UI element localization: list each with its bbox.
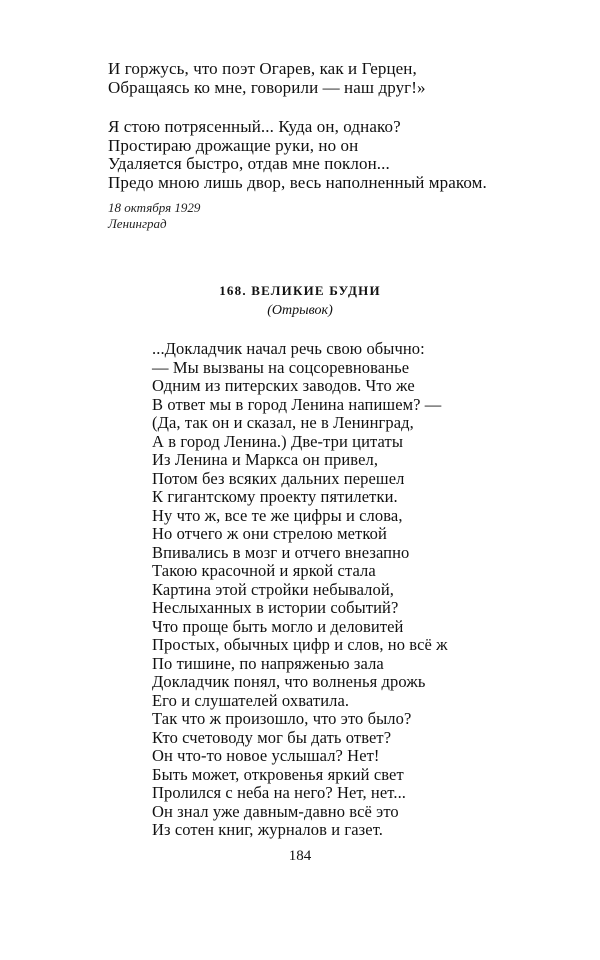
verse-line: Из сотен книг, журналов и газет. [152, 820, 384, 839]
verse-line: Предо мною лишь двор, весь наполненный мраком. [108, 172, 487, 192]
verse-line: Он что-то новое услышал? Нет! [152, 746, 380, 765]
verse-line: Обращаясь ко мне, говорили — наш друг!» [108, 77, 426, 97]
verse-line: — Мы вызваны на соцсоревнованье [152, 357, 410, 377]
prev-poem-stanza-1 [108, 60, 568, 97]
verse-line: (Да, так он и сказал, не в Ленинград, [152, 413, 414, 432]
poem-dateline [108, 200, 200, 232]
verse-line: Но отчего ж они стрелою меткой [152, 524, 387, 543]
verse-line: Картина этой стройки небывалой, [152, 579, 394, 599]
verse-line: По тишине, по напряженью зала [152, 653, 384, 673]
verse-line: Быть может, откровенья яркий свет [152, 764, 404, 784]
verse-line: И горжусь, что поэт Огарев, как и Герцен, [108, 59, 417, 78]
verse-line: Что проще быть могло и деловитей [152, 616, 404, 636]
verse-line: Его и слушателей охватила. [152, 690, 350, 710]
verse-line: Простых, обычных цифр и слов, но всё ж [152, 635, 448, 654]
verse-line: Он знал уже давным-давно всё это [152, 801, 399, 821]
verse-line: Я стою потрясенный... Куда он, однако? [108, 117, 401, 136]
verse-line: Такою красочной и яркой стала [152, 561, 376, 580]
prev-poem-stanza-2 [108, 118, 568, 192]
verse-line: Так что ж произошло, что это было? [152, 709, 412, 728]
verse-line: Потом без всяких дальних перешел [152, 468, 405, 488]
verse-line: Простираю дрожащие руки, но он [108, 135, 359, 155]
poem-body [152, 340, 572, 840]
verse-line: Впивались в мозг и отчего внезапно [152, 542, 410, 562]
verse-line: Из Ленина и Маркса он привел, [152, 450, 379, 469]
verse-line: Пролился с неба на него? Нет, нет... [152, 783, 407, 802]
verse-line: Удаляется быстро, отдав мне поклон... [108, 154, 390, 173]
poem-title: 168. ВЕЛИКИЕ БУДНИ [219, 283, 381, 298]
poem-subtitle: (Отрывок) [267, 303, 333, 318]
verse-line: Докладчик понял, что волненья дрожь [152, 672, 426, 691]
verse-line: К гигантскому проекту пятилетки. [152, 487, 398, 506]
verse-line: В ответ мы в город Ленина напишем? — [152, 394, 442, 414]
verse-line: ...Докладчик начал речь свою обычно: [152, 339, 425, 358]
poem-date: 18 октября 1929 [108, 200, 201, 215]
verse-line: Ну что ж, все те же цифры и слова, [152, 505, 403, 525]
verse-line: А в город Ленина.) Две-три цитаты [152, 431, 404, 451]
page-number: 184 [288, 848, 312, 864]
verse-line: Кто счетоводу мог бы дать ответ? [152, 727, 392, 747]
poem-place: Ленинград [108, 216, 167, 231]
verse-line: Неслыханных в истории событий? [152, 598, 399, 617]
verse-line: Одним из питерских заводов. Что же [152, 376, 415, 395]
